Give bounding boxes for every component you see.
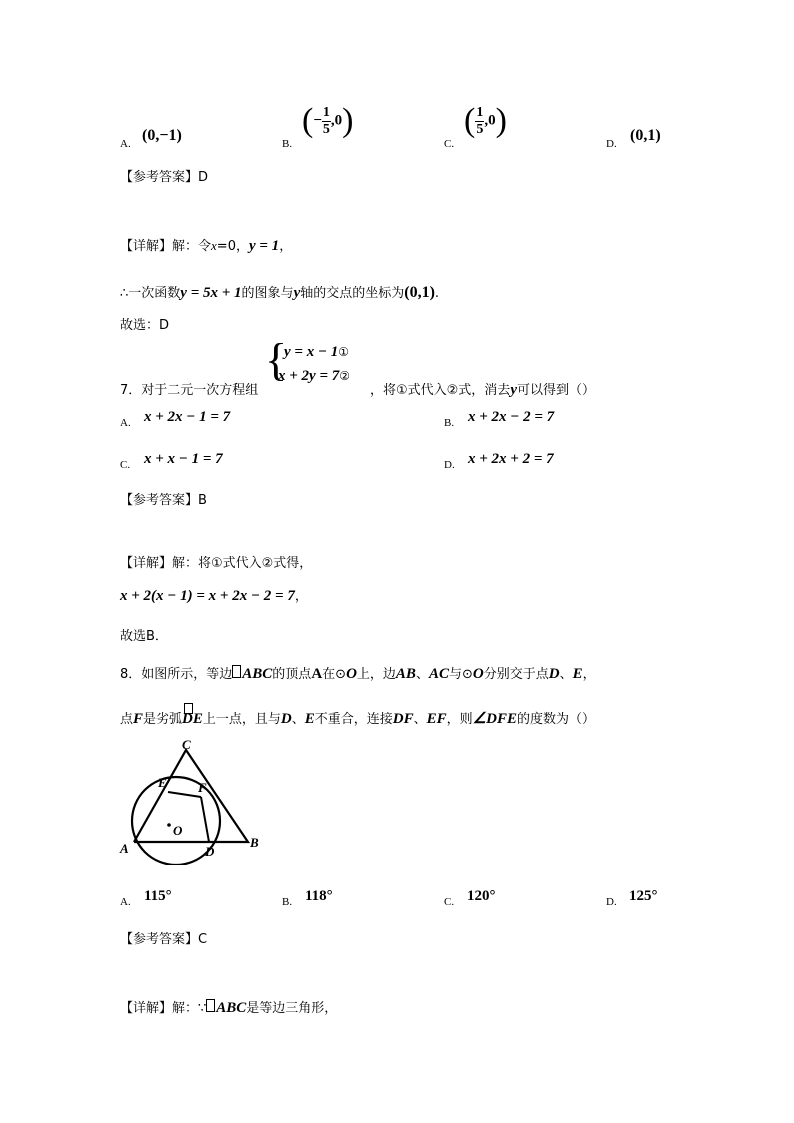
- label-c: C: [182, 737, 191, 752]
- geometry-figure: [110, 735, 270, 865]
- option-value: 120°: [467, 888, 496, 904]
- option-label: C.: [444, 896, 455, 908]
- option-label: D.: [606, 138, 617, 150]
- system-brace: {: [265, 334, 288, 385]
- option-value: (0,−1): [142, 127, 182, 144]
- option-value: 118°: [305, 888, 333, 904]
- label-e: E: [158, 775, 167, 790]
- triangle-symbol-box: [232, 665, 241, 678]
- option-value: ( $\frac{1}{5}$ ,0): [464, 102, 507, 139]
- label-b: B: [250, 835, 259, 850]
- option-label: B.: [282, 138, 293, 150]
- option-label: A.: [120, 896, 131, 908]
- option-value: x + 2x − 2 = 7: [468, 409, 555, 425]
- q7-conclusion: 故选B．: [120, 629, 168, 644]
- q7-work: x + 2(x − 1) = x + 2x − 2 = 7，: [120, 588, 308, 604]
- option-label: A.: [120, 138, 131, 150]
- q6-detail-line2: ∴一次函数y = 5x + 1的图象与y轴的交点的坐标为(0,1).: [120, 284, 440, 301]
- option-label: C.: [444, 138, 455, 150]
- q8-detail: 【详解】解：∵ ABC是等边三角形，: [120, 1000, 338, 1016]
- option-label: A.: [120, 417, 131, 429]
- q6-answer: 【参考答案】D: [120, 170, 209, 185]
- option-value: 125°: [629, 888, 658, 904]
- equation-1: y = x − 1①: [284, 344, 350, 360]
- option-value: x + 2x + 2 = 7: [468, 451, 554, 467]
- q7-answer: 【参考答案】B: [120, 493, 207, 508]
- label-f: F: [198, 780, 207, 795]
- option-label: B.: [282, 896, 293, 908]
- q6-detail: 【详解】解：令x=0，y = 1，: [120, 238, 293, 254]
- option-label: D.: [444, 459, 455, 471]
- option-value: x + x − 1 = 7: [144, 451, 223, 467]
- option-label: B.: [444, 417, 455, 429]
- center-dot: [167, 823, 171, 827]
- option-label: D.: [606, 896, 617, 908]
- q8-stem-line2: 点F是劣弧 DE上一点，且与D、E不重合，连接DF、EF，则∠DFE的度数为（）: [120, 708, 595, 728]
- option-value: (− $\frac{1}{5}$ ,0): [302, 102, 354, 139]
- segment-ef: [168, 792, 201, 797]
- q8-answer: 【参考答案】C: [120, 932, 208, 947]
- segment-df: [201, 797, 209, 842]
- label-a: A: [120, 841, 129, 856]
- option-label: C.: [120, 459, 131, 471]
- option-value: (0,1): [630, 127, 661, 144]
- option-value: x + 2x − 1 = 7: [144, 409, 231, 425]
- q6-conclusion: 故选：D: [120, 318, 170, 333]
- q7-detail: 【详解】解：将①式代入②式得，: [120, 556, 313, 571]
- label-d: D: [205, 844, 215, 859]
- equation-2: x + 2y = 7②: [278, 368, 351, 384]
- arc-symbol-box: [184, 703, 193, 714]
- label-o: O: [173, 823, 183, 838]
- option-value: 115°: [144, 888, 172, 904]
- triangle-symbol-box: [206, 999, 215, 1012]
- q8-stem-line1: 8．如图所示，等边 ABC的顶点A在⊙O上，边AB、AC与⊙O分别交于点D、E，: [120, 666, 596, 682]
